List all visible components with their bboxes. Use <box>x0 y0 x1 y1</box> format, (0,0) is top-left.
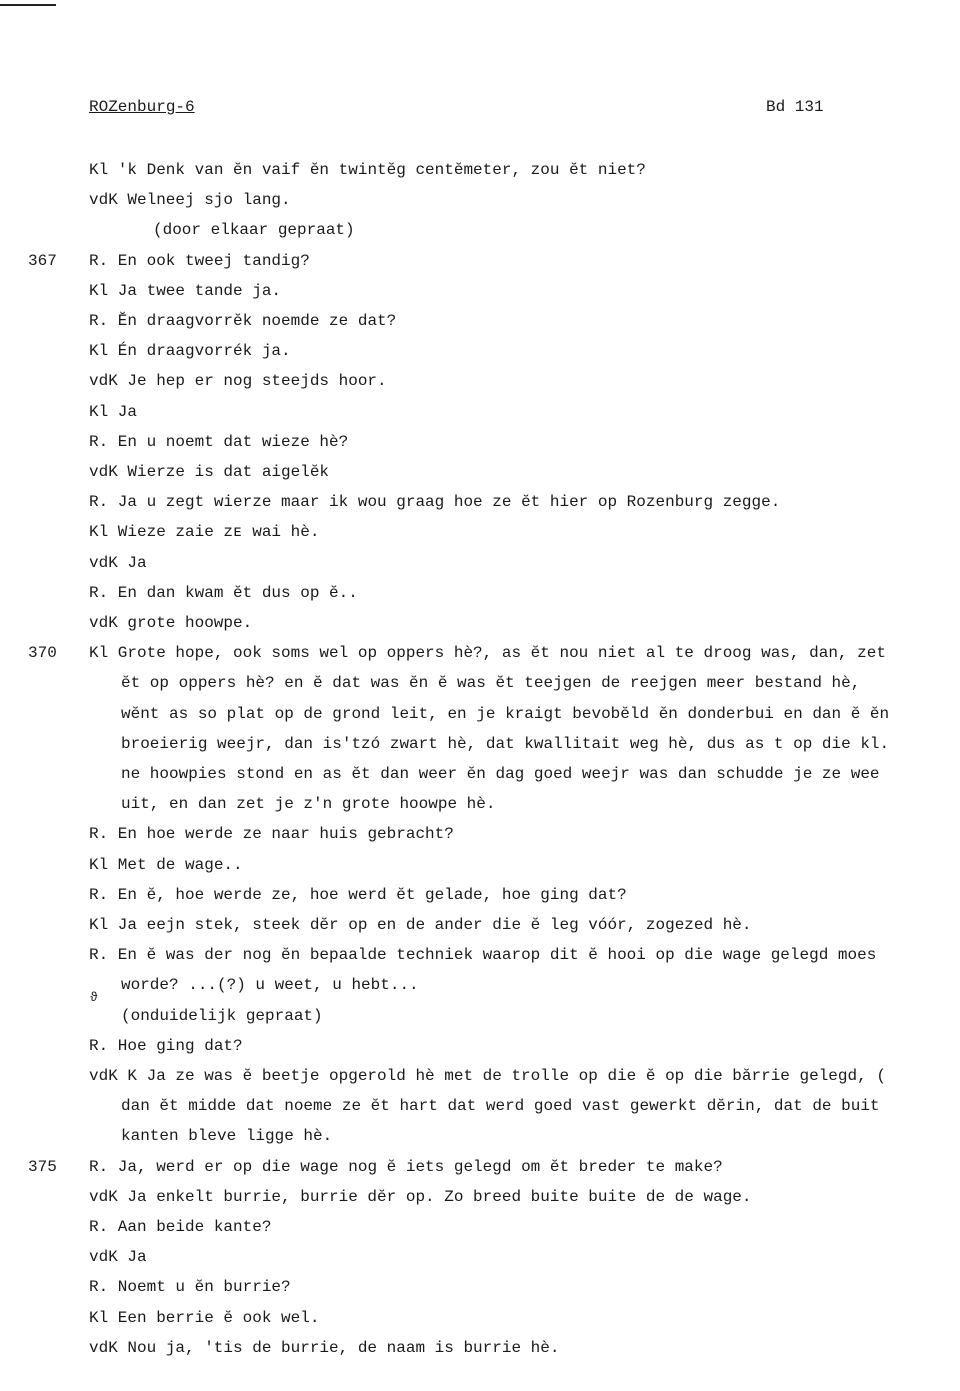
speaker-label: R. <box>89 885 109 904</box>
speaker-label: R. <box>89 312 109 330</box>
transcript-line <box>0 910 960 940</box>
line-text: Welneej sjo lang. <box>127 191 291 210</box>
transcript-line <box>0 487 960 517</box>
line-text: Ĕn draagvorrĕk noemde ze dat? <box>117 312 397 330</box>
transcript-line <box>0 850 960 880</box>
line-text: Ja enkelt burrie, burrie dĕr op. Zo breed buite buite de de wage. <box>127 1187 752 1206</box>
line-text: Je hep er nog steejds hoor. <box>127 372 387 391</box>
speaker-label: vdK <box>89 191 118 210</box>
line-text: Én draagvorrék ja. <box>117 342 291 361</box>
speaker-label: vdK <box>89 1187 118 1206</box>
speaker-label: R. <box>89 251 109 270</box>
line-text: (door elkaar gepraat) <box>153 221 355 240</box>
transcript-line <box>0 608 960 638</box>
speaker-label: vdK <box>89 614 118 632</box>
transcript-line <box>0 638 960 668</box>
line-text: En dan kwam ĕt dus op ĕ.. <box>117 583 358 602</box>
speaker-label: vdK <box>89 463 118 481</box>
line-number: 370 <box>28 644 57 663</box>
transcript-line <box>0 306 960 336</box>
speaker-label: Kl <box>89 161 109 179</box>
speaker-label: vdK <box>89 1248 118 1267</box>
line-text: En u noemt dat wieze hè? <box>117 432 349 451</box>
line-text: grote hoowpe. <box>127 614 253 632</box>
speaker-label: Kl <box>89 523 109 542</box>
speaker-label: R. <box>89 1036 109 1055</box>
transcript-line <box>0 1303 960 1333</box>
speaker-label: Kl <box>89 1308 109 1327</box>
transcript-line <box>0 668 960 698</box>
transcript-line <box>0 457 960 487</box>
speaker-label: vdK <box>89 1338 118 1357</box>
page-number: Bd 131 <box>766 98 824 116</box>
line-text: En hoe werde ze naar huis gebracht? <box>117 825 454 844</box>
transcript-line <box>0 336 960 366</box>
line-text: wĕnt as so plat op de grond leit, en je kraigt bevobĕld ĕn donderbui en dan ĕ ĕn <box>121 704 890 723</box>
line-text: K Ja ze was ĕ beetje opgerold hè met de trolle op die ĕ op die bărrie gelegd, ( <box>127 1067 886 1085</box>
line-text: Een berrie ĕ ook wel. <box>117 1308 320 1327</box>
transcript-line <box>0 1272 960 1302</box>
speaker-label: vdK <box>89 553 118 572</box>
line-text: Met de wage.. <box>117 855 243 874</box>
speaker-label: Kl <box>89 342 109 361</box>
speaker-label: Kl <box>89 644 109 663</box>
transcript-line <box>0 366 960 396</box>
transcript-line <box>0 397 960 427</box>
transcript-line <box>0 1333 960 1363</box>
speaker-label: vdK <box>89 1067 118 1085</box>
line-text: uit, en dan zet je z'n grote hoowpe hè. <box>121 795 496 814</box>
speaker-label: Kl <box>89 916 109 934</box>
transcript-line <box>0 185 960 215</box>
transcript-line <box>0 699 960 729</box>
line-text: worde? ...(?) u weet, u hebt... <box>121 976 419 995</box>
transcript-line <box>0 759 960 789</box>
line-text: En ĕ was der nog ĕn bepaalde techniek waarop dit ĕ hooi op die wage gelegd moes <box>117 946 877 965</box>
transcript-line <box>0 789 960 819</box>
document-title: ROZenburg-6 <box>89 98 195 116</box>
line-text: En ook tweej tandig? <box>117 251 310 270</box>
transcript-line <box>0 880 960 910</box>
line-number: 375 <box>28 1157 57 1176</box>
line-text: kanten bleve ligge hè. <box>121 1127 333 1146</box>
line-text: En ĕ, hoe werde ze, hoe werd ĕt gelade, hoe ging dat? <box>117 885 627 904</box>
transcript-line <box>0 517 960 547</box>
line-text: Ja twee tande ja. <box>117 281 282 300</box>
line-text: Nou ja, 'tis de burrie, de naam is burrie hè. <box>127 1338 560 1357</box>
speaker-label: R. <box>89 946 109 965</box>
transcript-line <box>0 427 960 457</box>
speaker-label: R. <box>89 432 109 451</box>
transcript-line <box>0 729 960 759</box>
transcript-line <box>0 276 960 306</box>
line-text: dan ĕt midde dat noeme ze ĕt hart dat werd goed vast gewerkt dĕrin, dat de buit <box>121 1097 880 1116</box>
stray-mark: ϑ <box>90 990 98 1005</box>
speaker-label: R. <box>89 1218 109 1236</box>
transcript-line <box>0 1061 960 1091</box>
line-text: Ja <box>117 402 137 421</box>
speaker-label: R. <box>89 1157 109 1176</box>
line-text: ne hoowpies stond en as ĕt dan weer ĕn dag goed weejr was dan schudde je ze wee <box>121 765 880 783</box>
speaker-label: Kl <box>89 281 109 300</box>
transcript-line <box>0 1121 960 1151</box>
speaker-label: R. <box>89 493 109 512</box>
transcript-line <box>0 1152 960 1182</box>
line-text: ĕt op oppers hè? en ĕ dat was ĕn ĕ was ĕt teejgen de reejgen meer bestand hè, <box>121 674 861 693</box>
transcript-line <box>0 155 960 185</box>
transcript-line <box>0 970 960 1000</box>
transcript-line <box>0 1001 960 1031</box>
line-text: 'k Denk van ĕn vaif ĕn twintĕg centĕmeter, zou ĕt niet? <box>117 161 646 179</box>
speaker-label: R. <box>89 825 109 844</box>
speaker-label: vdK <box>89 372 118 391</box>
transcript-line <box>0 1182 960 1212</box>
transcript-line <box>0 215 960 245</box>
line-text: Ja, werd er op die wage nog ĕ iets gelegd om ĕt breder te make? <box>117 1157 723 1176</box>
line-text: Ja <box>127 553 147 572</box>
transcript-line <box>0 1242 960 1272</box>
line-text: Ja u zegt wierze maar ik wou graag hoe ze ĕt hier op Rozenburg zegge. <box>117 493 781 512</box>
top-rule <box>0 4 56 6</box>
line-text: broeierig weejr, dan is'tzó zwart hè, dat kwallitait weg hè, dus as t op die kl. <box>121 734 890 753</box>
line-text: Grote hope, ook soms wel op oppers hè?, as ĕt nou niet al te droog was, dan, zet <box>117 644 886 663</box>
line-text: (onduidelijk gepraat) <box>121 1006 323 1025</box>
speaker-label: R. <box>89 1278 109 1297</box>
line-text: Hoe ging dat? <box>117 1036 243 1055</box>
transcript-line <box>0 578 960 608</box>
transcript-line <box>0 940 960 970</box>
line-text: Ja <box>127 1248 147 1267</box>
transcript-line <box>0 548 960 578</box>
speaker-label: Kl <box>89 402 109 421</box>
line-number: 367 <box>28 251 57 270</box>
transcript-line <box>0 1031 960 1061</box>
line-text: Ja eejn stek, steek dĕr op en de ander die ĕ leg vóór, zogezed hè. <box>117 916 752 934</box>
line-text: Wieze zaie ᴢᴇ wai hè. <box>117 523 320 542</box>
line-text: Aan beide kante? <box>117 1218 272 1236</box>
transcript-line <box>0 1212 960 1242</box>
transcript-line <box>0 819 960 849</box>
transcript-line <box>0 1091 960 1121</box>
transcript-line <box>0 246 960 276</box>
line-text: Wierze is dat aigelĕk <box>127 463 330 481</box>
speaker-label: Kl <box>89 855 109 874</box>
speaker-label: R. <box>89 583 109 602</box>
line-text: Noemt u ĕn burrie? <box>117 1278 291 1297</box>
